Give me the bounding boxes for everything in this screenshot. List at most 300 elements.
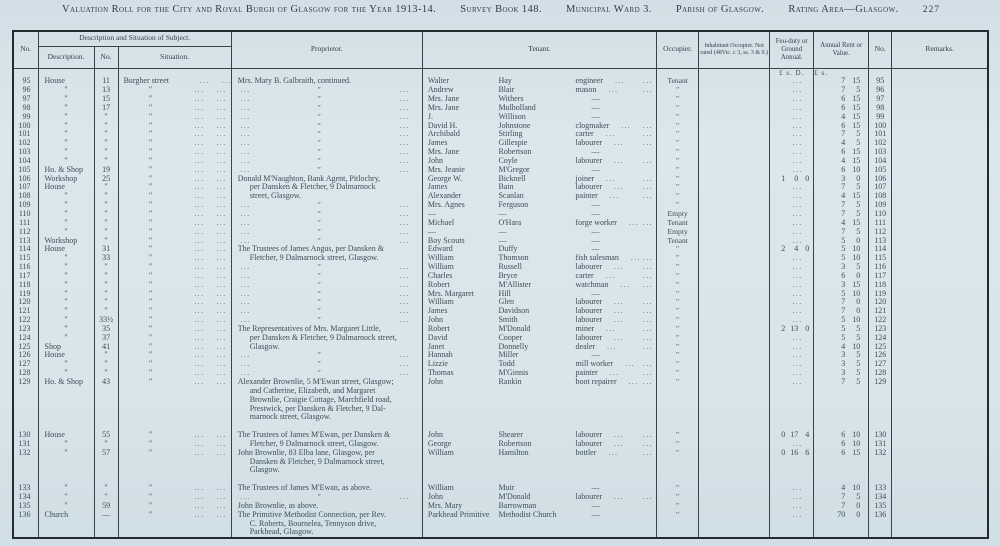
cell-situation: ″ ... ...: [118, 351, 231, 360]
leader-dots: ...: [792, 77, 803, 86]
leader-dots: ...: [240, 112, 251, 121]
leader-dots: ...: [194, 280, 205, 289]
leader-dots: ...: [216, 316, 227, 325]
cell-situation: [118, 466, 231, 475]
cell-tenant-occupation: clogmaker ... ...: [576, 122, 657, 131]
cell-inhabitant-occupier: [699, 130, 770, 139]
cell-tenant-surname: Barrowman: [498, 500, 537, 510]
leader-dots: ...: [643, 378, 654, 386]
cell-situation: ″ ... ...: [118, 369, 231, 378]
cell-entry-no: [13, 405, 38, 414]
cell-annual-rent: 7 5: [814, 228, 869, 237]
cell-remarks: [892, 484, 988, 493]
cell-entry-no: [13, 387, 38, 396]
cell-entry-no-right: [869, 387, 892, 396]
header-situation: Situation.: [118, 46, 231, 68]
cell-tenant-occupation: —: [576, 201, 657, 210]
cell-tenant-surname: Davidson: [498, 306, 530, 316]
cell-street-no: 55: [94, 431, 118, 440]
cell-description: Workshop: [38, 175, 94, 184]
cell-tenant-surname: Gillespie: [498, 138, 528, 148]
cell-description: ″: [38, 316, 94, 325]
cell-annual-rent: 7 0: [814, 502, 869, 511]
cell-annual-rent: [814, 396, 869, 405]
leader-dots: ...: [216, 333, 227, 342]
cell-tenant-occupation: fish salesman ... ...: [576, 254, 657, 263]
cell-occupier: ″: [657, 431, 699, 440]
cell-street-no: 15: [94, 95, 118, 104]
leader-dots: ...: [194, 192, 205, 201]
leader-dots: ...: [240, 201, 251, 210]
leader-dots: ...: [240, 280, 251, 289]
leader-dots: ...: [194, 342, 205, 351]
cell-street-no: ″: [94, 183, 118, 192]
leader-dots: ...: [792, 378, 803, 386]
cell-tenant-occupation: [576, 528, 657, 538]
cell-proprietor: [231, 360, 422, 369]
cell-inhabitant-occupier: [699, 192, 770, 201]
cell-proprietor: per Dansken & Fletcher, 9 Dalmarnock: [231, 183, 422, 192]
leader-dots: ...: [216, 289, 227, 298]
cell-inhabitant-occupier: [699, 387, 770, 396]
leader-dots: ...: [399, 263, 410, 272]
cell-entry-no-right: 99: [869, 113, 892, 122]
cell-tenant-forename: Alexander: [427, 191, 462, 201]
cell-entry-no: 134: [13, 493, 38, 502]
cell-remarks: [892, 413, 988, 422]
leader-dots: ...: [643, 192, 654, 201]
cell-occupier: ″: [657, 157, 699, 166]
leader-dots: ...: [216, 227, 227, 236]
leader-dots: ...: [194, 324, 205, 333]
leader-dots: ...: [240, 360, 251, 369]
cell-annual-rent: 7 15: [814, 77, 869, 86]
cell-tenant-forename: Walter: [427, 76, 450, 86]
cell-tenant-occupation: forge worker ... ...: [576, 219, 657, 228]
leader-dots: ...: [399, 271, 410, 280]
leader-dots: ...: [792, 121, 803, 130]
cell-feu-duty: [770, 458, 814, 467]
header-desc-group: Description and Situation of Subject.: [38, 31, 231, 46]
cell-entry-no-right: 114: [869, 245, 892, 254]
leader-dots: ...: [194, 484, 205, 493]
cell-feu-duty: [770, 298, 814, 307]
leader-dots: ...: [194, 245, 205, 254]
cell-annual-rent: 5 10: [814, 290, 869, 299]
leader-dots: ...: [399, 156, 410, 165]
cell-situation: ″ ... ...: [118, 298, 231, 307]
leader-dots: ...: [399, 298, 410, 307]
cell-inhabitant-occupier: [699, 272, 770, 281]
cell-inhabitant-occupier: [699, 86, 770, 95]
leader-dots: ...: [792, 316, 803, 325]
leader-dots: ...: [240, 165, 251, 174]
leader-dots: ...: [614, 263, 625, 272]
leader-dots: ...: [399, 86, 410, 95]
cell-tenant-forename: [422, 528, 498, 538]
cell-entry-no: 102: [13, 139, 38, 148]
cell-situation: ″ ... ...: [118, 228, 231, 237]
cell-tenant-occupation: labourer ... ...: [576, 440, 657, 449]
cell-remarks: [892, 307, 988, 316]
cell-entry-no: 117: [13, 272, 38, 281]
cell-tenant-occupation: painter ... ...: [576, 369, 657, 378]
cell-remarks: [892, 422, 988, 431]
table-row-continuation: [13, 519, 988, 528]
cell-tenant-surname: M'Ginnis: [498, 368, 529, 378]
cell-proprietor: [231, 298, 422, 307]
cell-description: ″: [38, 502, 94, 511]
cell-feu-duty: [770, 493, 814, 502]
cell-situation: ″ ... ...: [118, 104, 231, 113]
leader-dots: ...: [792, 439, 803, 448]
table-body: [13, 68, 988, 538]
cell-entry-no-right: 98: [869, 104, 892, 113]
cell-occupier: ″: [657, 511, 699, 520]
cell-inhabitant-occupier: [699, 157, 770, 166]
cell-entry-no-right: 122: [869, 316, 892, 325]
leader-dots: ...: [216, 351, 227, 360]
cell-situation: Burgher street ... ...: [118, 77, 231, 86]
cell-tenant-forename: Mrs. Jane: [427, 102, 459, 112]
leader-dots: ...: [194, 333, 205, 342]
leader-dots: ...: [643, 333, 654, 342]
cell-street-no: [94, 413, 118, 422]
leader-dots: ...: [792, 484, 803, 493]
cell-feu-duty: [770, 122, 814, 131]
cell-proprietor: [231, 104, 422, 113]
cell-occupier: ″: [657, 95, 699, 104]
cell-street-no: 33: [94, 254, 118, 263]
cell-occupier: ″: [657, 369, 699, 378]
leader-dots: ...: [194, 254, 205, 263]
cell-tenant-surname: Bain: [498, 182, 514, 192]
cell-annual-rent: 6 15: [814, 122, 869, 131]
cell-annual-rent: 6 10: [814, 431, 869, 440]
cell-remarks: [892, 95, 988, 104]
cell-entry-no-right: 121: [869, 307, 892, 316]
cell-entry-no: 131: [13, 440, 38, 449]
leader-dots: ...: [792, 95, 803, 103]
cell-remarks: [892, 228, 988, 237]
cell-feu-duty: [770, 475, 814, 484]
cell-entry-no: 122: [13, 316, 38, 325]
cell-tenant-forename: Mrs. Agnes: [427, 200, 465, 210]
cell-entry-no-right: [869, 405, 892, 414]
cell-remarks: [892, 210, 988, 219]
cell-feu-duty: [770, 343, 814, 352]
cell-feu-duty: 0 16 6: [770, 449, 814, 458]
cell-occupier: [657, 466, 699, 475]
leader-dots: ...: [216, 360, 227, 369]
table-row: [13, 378, 988, 387]
cell-proprietor: street, Glasgow.: [231, 192, 422, 201]
cell-tenant-surname: Scanlan: [498, 191, 524, 201]
cell-tenant-forename: Lizzie: [427, 359, 448, 369]
cell-inhabitant-occupier: [699, 219, 770, 228]
cell-tenant-forename: James: [427, 306, 448, 316]
cell-entry-no: 103: [13, 148, 38, 157]
cell-street-no: ″: [94, 113, 118, 122]
cell-occupier: ″: [657, 122, 699, 131]
cell-remarks: [892, 148, 988, 157]
cell-entry-no: 112: [13, 228, 38, 237]
cell-situation: ″ ... ...: [118, 139, 231, 148]
cell-feu-duty: 2 4 0: [770, 245, 814, 254]
cell-inhabitant-occupier: [699, 431, 770, 440]
leader-dots: ...: [240, 271, 251, 280]
cell-inhabitant-occupier: [699, 519, 770, 528]
cell-tenant-surname: [498, 519, 575, 528]
cell-tenant-forename: James: [427, 182, 448, 192]
cell-entry-no-right: 136: [869, 511, 892, 520]
cell-entry-no: 132: [13, 449, 38, 458]
cell-occupier: ″: [657, 290, 699, 299]
leader-dots: ...: [199, 77, 210, 86]
cell-street-no: ″: [94, 298, 118, 307]
leader-dots: ...: [643, 431, 654, 440]
ditto-mark: ″: [317, 208, 321, 218]
cell-occupier: ″: [657, 378, 699, 387]
ditto-mark: ″: [317, 155, 321, 165]
cell-situation: ″ ... ...: [118, 290, 231, 299]
cell-tenant-forename: Boy Scouts: [427, 235, 465, 245]
cell-entry-no-right: 117: [869, 272, 892, 281]
leader-dots: ...: [240, 307, 251, 316]
cell-entry-no: 130: [13, 431, 38, 440]
header-proprietor: Proprietor.: [231, 31, 422, 68]
cell-entry-no-right: 115: [869, 254, 892, 263]
cell-situation: ″ ... ...: [118, 210, 231, 219]
ditto-mark: ″: [317, 350, 321, 360]
parish-label: Parish of Glasgow.: [675, 4, 765, 15]
cell-proprietor: [231, 86, 422, 95]
cell-tenant-surname: [498, 413, 575, 422]
cell-annual-rent: 7 5: [814, 86, 869, 95]
leader-dots: ...: [216, 183, 227, 192]
cell-situation: ″ ... ...: [118, 201, 231, 210]
leader-dots: ...: [216, 130, 227, 139]
cell-entry-no: 96: [13, 86, 38, 95]
cell-proprietor: [231, 272, 422, 281]
cell-tenant-forename: Edward: [427, 244, 453, 254]
leader-dots: ...: [399, 369, 410, 378]
cell-proprietor: and Catherine, Elizabeth, and Margaret: [231, 387, 422, 396]
leader-dots: ...: [399, 492, 410, 501]
leader-dots: ...: [216, 439, 227, 448]
cell-description: [38, 519, 94, 528]
cell-entry-no: 128: [13, 369, 38, 378]
cell-proprietor: Brownlie, Craigie Cottage, Marchfield road,: [231, 396, 422, 405]
cell-tenant-occupation: engineer ... ...: [576, 77, 657, 86]
cell-tenant-surname: [498, 396, 575, 405]
cell-tenant-forename: James: [427, 138, 448, 148]
cell-tenant-forename: Mrs. Mary: [427, 500, 463, 510]
cell-inhabitant-occupier: [699, 343, 770, 352]
ditto-mark: ″: [317, 279, 321, 289]
cell-tenant-forename: [422, 413, 498, 422]
cell-situation: ″ ... ...: [118, 281, 231, 290]
cell-tenant-forename: Mrs. Jane: [427, 147, 459, 157]
leader-dots: ...: [621, 121, 632, 130]
cell-inhabitant-occupier: [699, 422, 770, 431]
leader-dots: ...: [216, 236, 227, 245]
cell-street-no: ″: [94, 493, 118, 502]
cell-annual-rent: 4 10: [814, 484, 869, 493]
cell-description: Shop: [38, 343, 94, 352]
cell-annual-rent: [814, 528, 869, 538]
cell-inhabitant-occupier: [699, 528, 770, 538]
cell-proprietor: The Trustees of James M'Ewan, per Dansken &: [231, 431, 422, 440]
cell-feu-duty: [770, 157, 814, 166]
cell-tenant-occupation: —: [576, 245, 657, 254]
cell-remarks: [892, 298, 988, 307]
cell-situation: [118, 528, 231, 538]
cell-annual-rent: 5 0: [814, 236, 869, 245]
cell-street-no: 59: [94, 502, 118, 511]
leader-dots: ...: [216, 103, 227, 112]
leader-dots: ...: [608, 448, 619, 457]
cell-inhabitant-occupier: [699, 95, 770, 104]
leader-dots: ...: [194, 183, 205, 192]
leader-dots: ...: [643, 218, 654, 227]
cell-proprietor: [231, 351, 422, 360]
leader-dots: ...: [194, 209, 205, 218]
cell-occupier: [657, 413, 699, 422]
leader-dots: ...: [643, 130, 654, 139]
cell-tenant-surname: [498, 387, 575, 396]
cell-annual-rent: 5 5: [814, 334, 869, 343]
cell-annual-rent: 5 10: [814, 316, 869, 325]
leader-dots: ...: [614, 431, 625, 440]
cell-description: [38, 405, 94, 414]
ditto-mark: ″: [317, 306, 321, 316]
ditto-mark: ″: [317, 147, 321, 157]
leader-dots: ...: [216, 218, 227, 227]
table-row-continuation: [13, 396, 988, 405]
cell-description: ″: [38, 157, 94, 166]
cell-entry-no-right: 119: [869, 290, 892, 299]
leader-dots: ...: [216, 501, 227, 510]
cell-tenant-occupation: labourer ... ...: [576, 493, 657, 502]
cell-remarks: [892, 281, 988, 290]
cell-remarks: [892, 351, 988, 360]
cell-tenant-surname: Shearer: [498, 430, 523, 440]
leader-dots: ...: [628, 218, 639, 227]
cell-occupier: ″: [657, 502, 699, 511]
cell-proprietor: The Primitive Methodist Connection, per Rev.: [231, 511, 422, 520]
cell-street-no: 19: [94, 166, 118, 175]
leader-dots: ...: [606, 174, 617, 183]
cell-description: ″: [38, 104, 94, 113]
cell-feu-duty: [770, 192, 814, 201]
leader-dots: ...: [216, 510, 227, 519]
cell-feu-duty: [770, 396, 814, 405]
cell-situation: [118, 458, 231, 467]
cell-tenant-occupation: —: [576, 502, 657, 511]
cell-occupier: ″: [657, 493, 699, 502]
cell-description: ″: [38, 290, 94, 299]
cell-situation: ″ ... ...: [118, 236, 231, 245]
cell-entry-no: 110: [13, 210, 38, 219]
currency-units-label: £ s.: [814, 68, 828, 77]
cell-street-no: [94, 405, 118, 414]
cell-tenant-forename: Robert: [427, 323, 450, 333]
cell-entry-no: [13, 458, 38, 467]
cell-tenant-surname: [498, 466, 575, 475]
ditto-mark: ″: [317, 226, 321, 236]
cell-tenant-surname: Russell: [498, 262, 523, 272]
cell-situation: ″ ... ...: [118, 95, 231, 104]
leader-dots: ...: [240, 156, 251, 165]
cell-proprietor: [231, 263, 422, 272]
leader-dots: ...: [792, 236, 803, 245]
cell-annual-rent: 7 5: [814, 493, 869, 502]
cell-remarks: [892, 113, 988, 122]
leader-dots: ...: [240, 316, 251, 325]
leader-dots: ...: [216, 369, 227, 378]
leader-dots: ...: [240, 369, 251, 378]
cell-remarks: [892, 166, 988, 175]
cell-street-no: 11: [94, 77, 118, 86]
cell-inhabitant-occupier: [699, 104, 770, 113]
cell-street-no: ″: [94, 192, 118, 201]
cell-occupier: ″: [657, 139, 699, 148]
cell-tenant-occupation: bottler ... ...: [576, 449, 657, 458]
cell-entry-no-right: [869, 528, 892, 538]
cell-inhabitant-occupier: [699, 148, 770, 157]
leader-dots: ...: [792, 298, 803, 307]
cell-description: ″: [38, 325, 94, 334]
ditto-mark: ″: [317, 85, 321, 95]
cell-annual-rent: 6 15: [814, 95, 869, 104]
cell-feu-duty: [770, 466, 814, 475]
cell-occupier: ″: [657, 449, 699, 458]
cell-tenant-surname: Thomson: [498, 253, 529, 263]
cell-situation: ″ ... ...: [118, 431, 231, 440]
ditto-mark: ″: [317, 262, 321, 272]
cell-remarks: [892, 68, 988, 77]
leader-dots: ...: [240, 289, 251, 298]
cell-inhabitant-occupier: [699, 484, 770, 493]
cell-situation: ″ ... ...: [118, 440, 231, 449]
cell-occupier: ″: [657, 484, 699, 493]
cell-entry-no: 126: [13, 351, 38, 360]
leader-dots: ...: [194, 501, 205, 510]
cell-annual-rent: 3 5: [814, 360, 869, 369]
leader-dots: ...: [792, 271, 803, 280]
cell-annual-rent: [814, 405, 869, 414]
cell-proprietor: Donald M'Naughton, Bank Agent, Pitlochry,: [231, 175, 422, 184]
leader-dots: ...: [194, 103, 205, 112]
cell-inhabitant-occupier: [699, 113, 770, 122]
cell-entry-no-right: 106: [869, 175, 892, 184]
cell-tenant-surname: Donnelly: [498, 341, 529, 351]
cell-tenant-surname: Robertson: [498, 147, 532, 157]
cell-street-no: ″: [94, 228, 118, 237]
cell-street-no: ″: [94, 290, 118, 299]
header-description: Description.: [38, 46, 94, 68]
cell-entry-no-right: 118: [869, 281, 892, 290]
cell-remarks: [892, 77, 988, 86]
cell-entry-no: 101: [13, 130, 38, 139]
cell-entry-no: 116: [13, 263, 38, 272]
cell-tenant-occupation: —: [576, 104, 657, 113]
cell-situation: ″ ... ...: [118, 122, 231, 131]
cell-occupier: ″: [657, 104, 699, 113]
cell-street-no: ″: [94, 369, 118, 378]
cell-entry-no: 95: [13, 77, 38, 86]
